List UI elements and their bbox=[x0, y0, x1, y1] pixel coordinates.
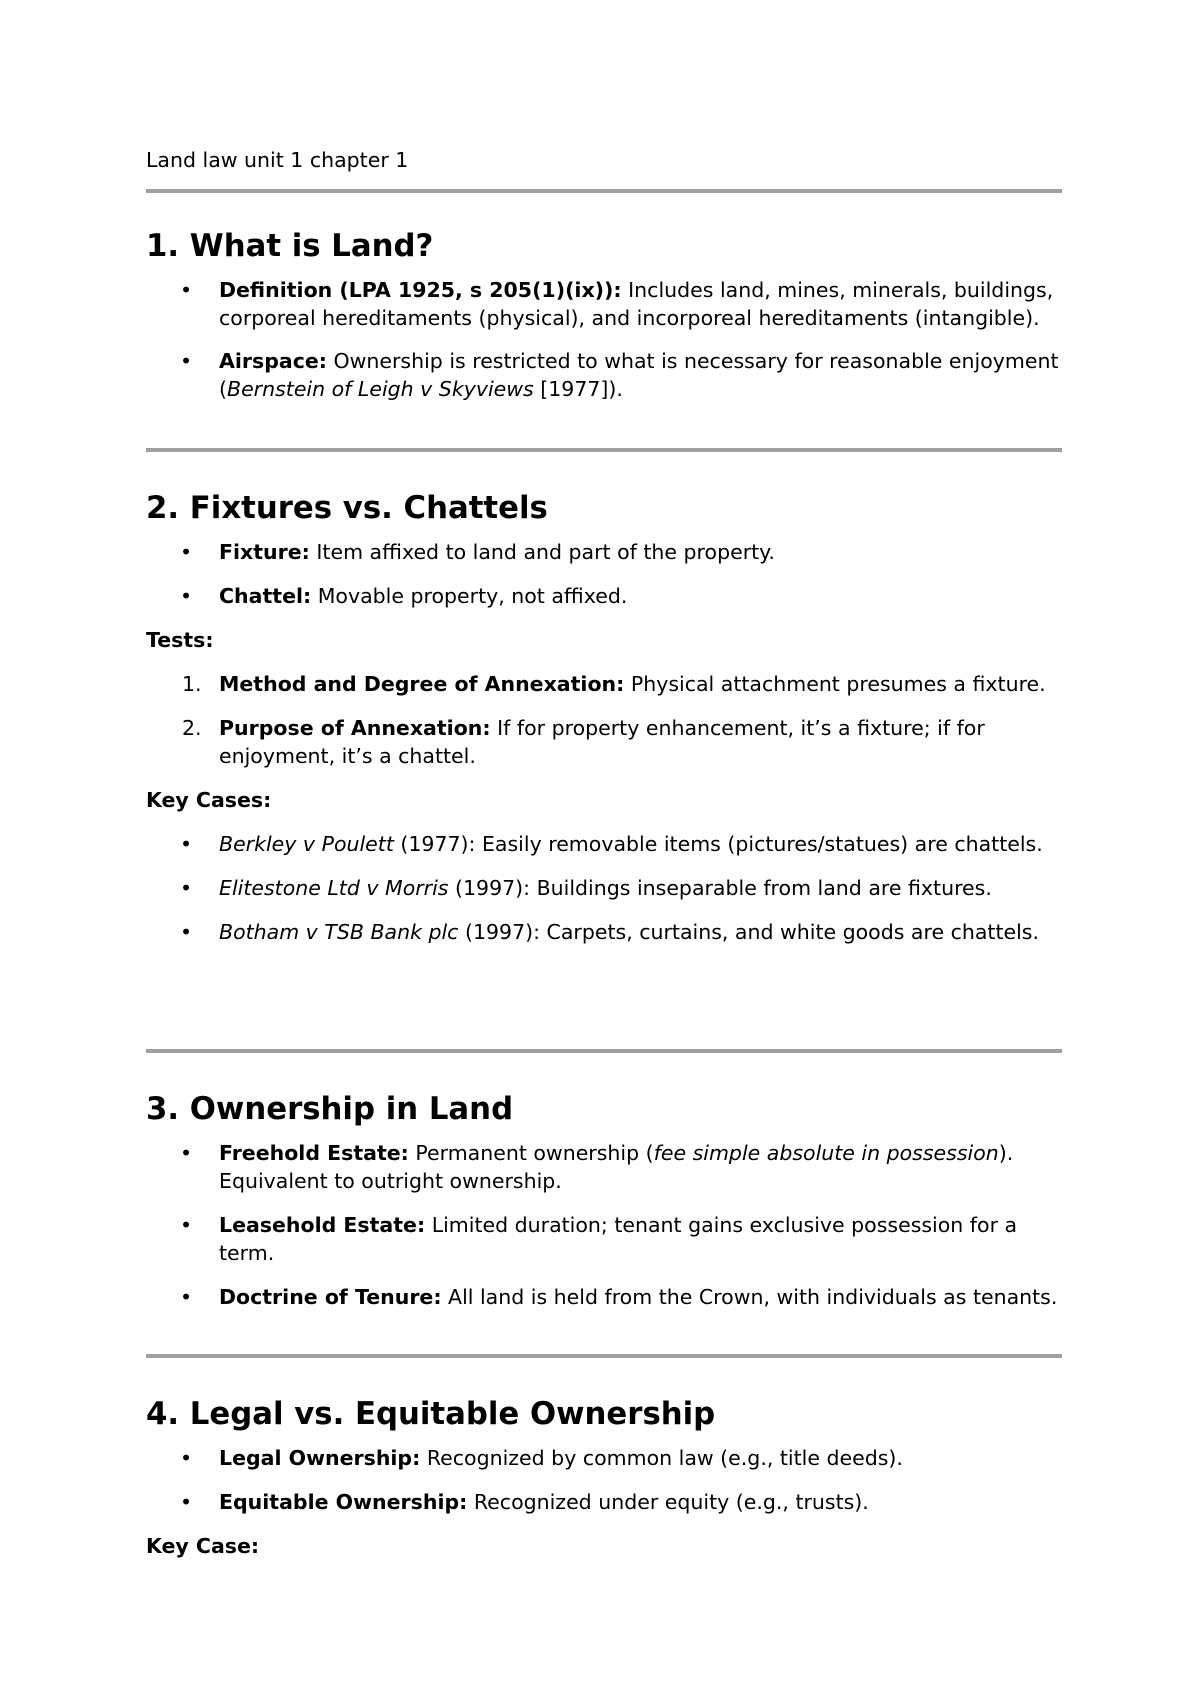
list-item bbox=[146, 918, 1062, 946]
list-item bbox=[146, 714, 1062, 770]
item-label: Fixture: bbox=[219, 540, 310, 564]
item-text: Movable property, not affixed. bbox=[311, 584, 628, 608]
list-number: 2. bbox=[182, 716, 202, 740]
numbered-list bbox=[146, 670, 1062, 770]
case-name: Berkley v Poulett bbox=[219, 832, 394, 856]
item-text: (1997): Carpets, curtains, and white goods are chattels. bbox=[458, 920, 1040, 944]
section-heading: 2. Fixtures vs. Chattels bbox=[146, 490, 548, 526]
item-text: Includes land, mines, minerals, buildings, corporeal hereditaments (physical), and incorporeal hereditaments (intangible). bbox=[219, 278, 1054, 330]
key-case-label: Key Case: bbox=[146, 1534, 260, 1558]
tests-label: Tests: bbox=[146, 628, 214, 652]
item-text: Item affixed to land and part of the property. bbox=[309, 540, 775, 564]
list-number: 1. bbox=[182, 672, 202, 696]
bullet-icon: • bbox=[180, 1490, 193, 1514]
bullet-icon: • bbox=[180, 540, 193, 564]
bullet-list bbox=[146, 830, 1062, 946]
bullet-icon: • bbox=[180, 278, 193, 302]
list-item bbox=[146, 1488, 1062, 1516]
bullet-icon: • bbox=[180, 349, 193, 373]
item-text: Recognized under equity (e.g., trusts). bbox=[467, 1490, 869, 1514]
list-item bbox=[146, 830, 1062, 858]
item-label: Equitable Ownership: bbox=[219, 1490, 468, 1514]
list-item bbox=[146, 1211, 1062, 1267]
item-label: Doctrine of Tenure: bbox=[219, 1285, 442, 1309]
divider bbox=[146, 189, 1062, 193]
list-item bbox=[146, 1139, 1062, 1195]
bullet-list bbox=[146, 276, 1062, 403]
list-item bbox=[146, 670, 1062, 698]
list-item bbox=[146, 874, 1062, 902]
list-item bbox=[146, 582, 1062, 610]
item-text: Physical attachment presumes a fixture. bbox=[624, 672, 1046, 696]
bullet-icon: • bbox=[180, 876, 193, 900]
section-legal-vs-equitable bbox=[146, 1396, 1062, 1560]
item-label: Purpose of Annexation: bbox=[219, 716, 491, 740]
bullet-icon: • bbox=[180, 1213, 193, 1237]
item-text: (1977): Easily removable items (pictures/statues) are chattels. bbox=[393, 832, 1043, 856]
bullet-icon: • bbox=[180, 832, 193, 856]
list-item bbox=[146, 1283, 1062, 1311]
divider bbox=[146, 1049, 1062, 1053]
item-text: Limited duration; tenant gains exclusive possession for a term. bbox=[219, 1213, 1018, 1265]
section-ownership-in-land bbox=[146, 1091, 1062, 1311]
italic-term: fee simple absolute in possession bbox=[653, 1141, 999, 1165]
section-heading: 3. Ownership in Land bbox=[146, 1091, 514, 1127]
item-text: Recognized by common law (e.g., title deeds). bbox=[420, 1446, 903, 1470]
item-label: Chattel: bbox=[219, 584, 312, 608]
item-label: Method and Degree of Annexation: bbox=[219, 672, 625, 696]
item-text: ). Equivalent to outright ownership. bbox=[219, 1141, 1014, 1193]
list-item bbox=[146, 347, 1062, 403]
list-item bbox=[146, 1444, 1062, 1472]
item-label: Definition (LPA 1925, s 205(1)(ix)): bbox=[219, 278, 622, 302]
item-label: Airspace: bbox=[219, 349, 327, 373]
section-heading: 4. Legal vs. Equitable Ownership bbox=[146, 1396, 716, 1432]
item-text: All land is held from the Crown, with individuals as tenants. bbox=[441, 1285, 1058, 1309]
case-name: Bernstein of Leigh v Skyviews bbox=[227, 377, 534, 401]
item-text: (1997): Buildings inseparable from land are fixtures. bbox=[448, 876, 992, 900]
item-text: [1977]). bbox=[533, 377, 623, 401]
item-text: Ownership is restricted to what is necessary for reasonable enjoyment ( bbox=[219, 349, 1059, 401]
bullet-icon: • bbox=[180, 1285, 193, 1309]
document-title: Land law unit 1 chapter 1 bbox=[146, 148, 409, 172]
item-label: Leasehold Estate: bbox=[219, 1213, 426, 1237]
bullet-list bbox=[146, 538, 1062, 610]
bullet-list bbox=[146, 1139, 1062, 1311]
item-label: Legal Ownership: bbox=[219, 1446, 421, 1470]
divider bbox=[146, 448, 1062, 452]
list-item bbox=[146, 276, 1062, 332]
section-fixtures-vs-chattels bbox=[146, 490, 1062, 946]
bullet-icon: • bbox=[180, 920, 193, 944]
bullet-icon: • bbox=[180, 1446, 193, 1470]
section-what-is-land bbox=[146, 228, 1062, 403]
bullet-icon: • bbox=[180, 584, 193, 608]
key-cases-label: Key Cases: bbox=[146, 788, 272, 812]
item-text: If for property enhancement, it’s a fixture; if for enjoyment, it’s a chattel. bbox=[219, 716, 985, 768]
bullet-list bbox=[146, 1444, 1062, 1516]
list-item bbox=[146, 538, 1062, 566]
case-name: Botham v TSB Bank plc bbox=[219, 920, 459, 944]
item-text: Permanent ownership ( bbox=[408, 1141, 654, 1165]
case-name: Elitestone Ltd v Morris bbox=[219, 876, 449, 900]
divider bbox=[146, 1354, 1062, 1358]
item-label: Freehold Estate: bbox=[219, 1141, 409, 1165]
bullet-icon: • bbox=[180, 1141, 193, 1165]
section-heading: 1. What is Land? bbox=[146, 228, 434, 264]
